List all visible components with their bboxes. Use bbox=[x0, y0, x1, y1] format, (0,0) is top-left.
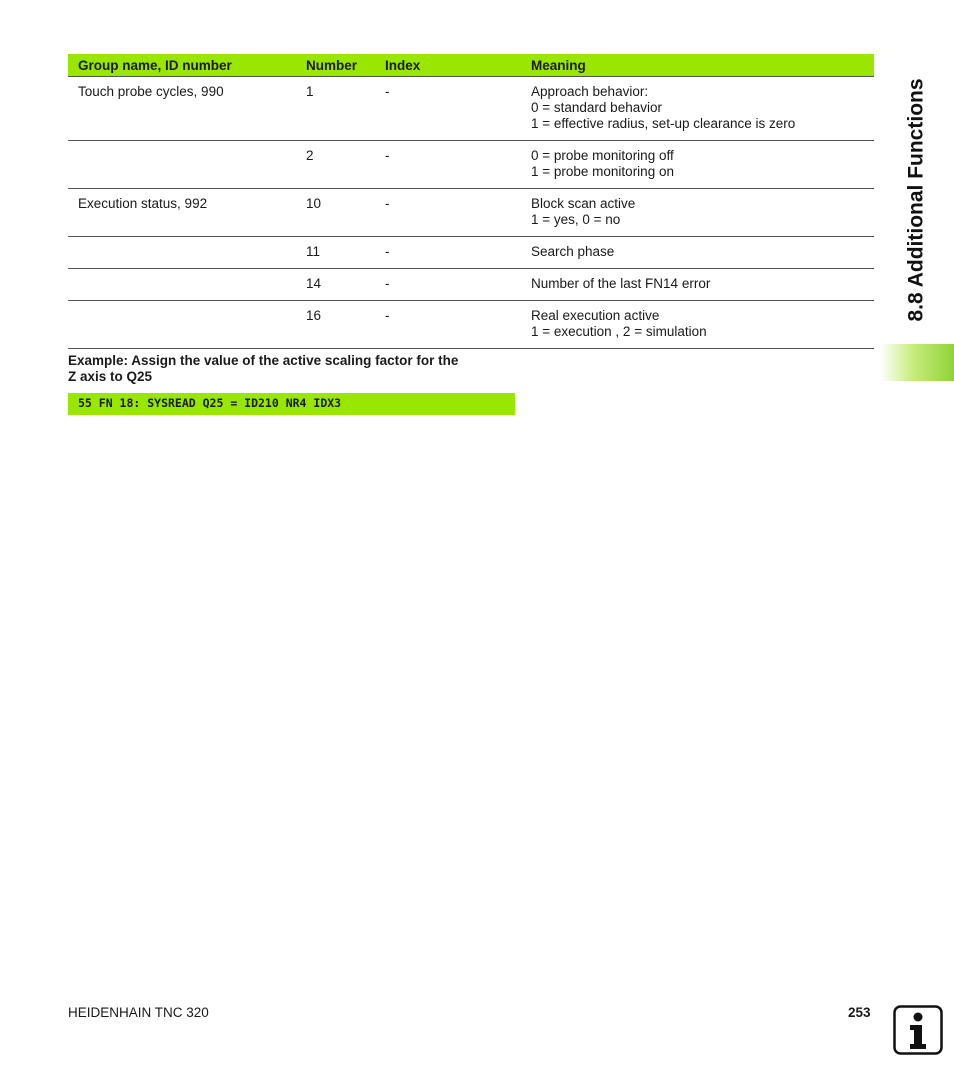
number-cell: 10 bbox=[296, 189, 375, 237]
example-heading bbox=[68, 353, 508, 385]
code-example: 55 FN 18: SYSREAD Q25 = ID210 NR4 IDX3 bbox=[68, 393, 515, 415]
meaning-line: Block scan active bbox=[531, 196, 636, 211]
index-cell: - bbox=[375, 237, 521, 269]
meaning-cell bbox=[521, 141, 874, 189]
meaning-cell bbox=[521, 269, 874, 301]
group-cell: Touch probe cycles, 990 bbox=[68, 77, 296, 141]
manual-title: HEIDENHAIN TNC 320 bbox=[68, 1005, 209, 1020]
number-cell: 1 bbox=[296, 77, 375, 141]
chapter-tab-marker bbox=[880, 344, 954, 381]
meaning-cell bbox=[521, 189, 874, 237]
meaning-line: 0 = probe monitoring off bbox=[531, 148, 674, 163]
number-cell: 16 bbox=[296, 301, 375, 349]
example-heading-line: Z axis to Q25 bbox=[68, 369, 153, 384]
meaning-line: 1 = probe monitoring on bbox=[531, 164, 674, 179]
info-icon bbox=[893, 1005, 943, 1055]
index-cell: - bbox=[375, 269, 521, 301]
group-cell: Execution status, 992 bbox=[68, 189, 296, 237]
meaning-cell bbox=[521, 77, 874, 141]
table-header-row bbox=[68, 54, 874, 77]
chapter-title: 8.8 Additional Functions bbox=[905, 78, 928, 322]
index-cell: - bbox=[375, 189, 521, 237]
meaning-line: Number of the last FN14 error bbox=[531, 276, 711, 291]
meaning-line: Search phase bbox=[531, 244, 615, 259]
header-meaning: Meaning bbox=[521, 54, 874, 77]
index-cell: - bbox=[375, 141, 521, 189]
meaning-line: 1 = execution , 2 = simulation bbox=[531, 324, 707, 339]
number-cell: 14 bbox=[296, 269, 375, 301]
group-cell bbox=[68, 301, 296, 349]
table-row bbox=[68, 269, 874, 301]
meaning-cell bbox=[521, 301, 874, 349]
group-cell bbox=[68, 141, 296, 189]
index-cell: - bbox=[375, 301, 521, 349]
number-cell: 2 bbox=[296, 141, 375, 189]
meaning-line: 1 = yes, 0 = no bbox=[531, 212, 621, 227]
table-row bbox=[68, 77, 874, 141]
chapter-side-tab bbox=[880, 0, 954, 381]
meaning-line: Approach behavior: bbox=[531, 84, 649, 99]
meaning-line: 1 = effective radius, set-up clearance is zero bbox=[531, 116, 796, 131]
table-row bbox=[68, 141, 874, 189]
page-number: 253 bbox=[848, 1005, 871, 1020]
index-cell: - bbox=[375, 77, 521, 141]
table-row bbox=[68, 189, 874, 237]
example-heading-line: Example: Assign the value of the active scaling factor for the bbox=[68, 353, 459, 368]
meaning-cell bbox=[521, 237, 874, 269]
header-group: Group name, ID number bbox=[68, 54, 296, 77]
meaning-line: Real execution active bbox=[531, 308, 660, 323]
group-cell bbox=[68, 269, 296, 301]
table-row bbox=[68, 237, 874, 269]
meaning-line: 0 = standard behavior bbox=[531, 100, 662, 115]
number-cell: 11 bbox=[296, 237, 375, 269]
table-row bbox=[68, 301, 874, 349]
parameter-table bbox=[68, 54, 874, 349]
header-index: Index bbox=[375, 54, 521, 77]
group-cell bbox=[68, 237, 296, 269]
header-number: Number bbox=[296, 54, 375, 77]
